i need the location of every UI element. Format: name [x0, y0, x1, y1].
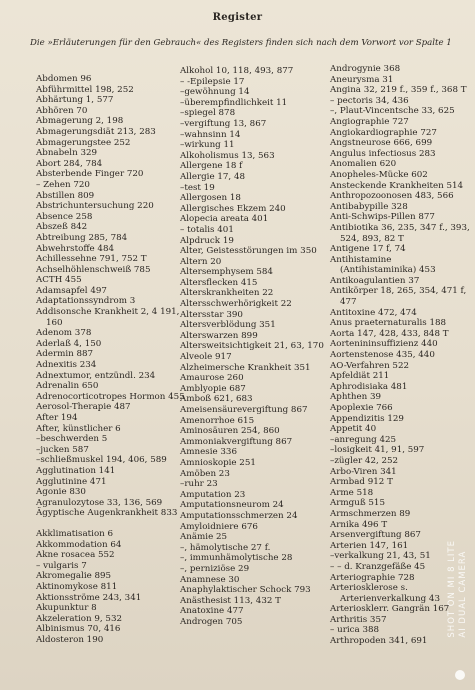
index-entry: Abhören 70	[36, 105, 88, 116]
index-entry: Abort 284, 784	[36, 158, 103, 169]
index-entry: Allergie 17, 48	[180, 171, 245, 182]
index-entry: Anaphylaktischer Schock 793	[180, 585, 311, 596]
index-entry: Adaptationssyndrom 3	[36, 296, 136, 307]
index-entry: Akne rosacea 552	[36, 550, 115, 561]
index-entry: Altersschwerhörigkeit 22	[180, 299, 292, 310]
index-entry: Arthritis 357	[330, 614, 387, 625]
index-entry: Aneurysma 31	[330, 74, 394, 85]
index-entry: –anregung 425	[330, 434, 397, 445]
index-entry: Aphrodisiaka 481	[330, 381, 408, 392]
camera-watermark	[447, 540, 469, 638]
index-entry: Adrenocorticotropes Hormon 455	[36, 391, 185, 402]
index-entry: – urica 388	[330, 625, 380, 636]
index-entry: Arthropoden 341, 691	[330, 636, 428, 647]
index-entry: Adenom 378	[36, 328, 92, 339]
index-entry: Aldosteron 190	[36, 634, 104, 645]
page-subtitle: Die »Erläuterungen für den Gebrauch« des Registers finden sich nach dem Vorwort vor Spalte 1	[30, 38, 452, 48]
index-entry: Androgynie 368	[330, 64, 401, 74]
index-entry: Agglutination 141	[36, 465, 116, 476]
index-entry: Akzeleration 9, 532	[36, 613, 122, 624]
index-entry: Abmagerungstee 252	[36, 137, 131, 148]
index-entry: Akkommodation 64	[36, 539, 122, 550]
index-entry: ACTH 455	[36, 275, 82, 286]
index-entry: Akupunktur 8	[36, 603, 97, 614]
index-entry: Amboß 621, 683	[180, 394, 253, 405]
index-entry: After 194	[36, 413, 78, 423]
index-entry: Agglutinine 471	[36, 476, 107, 487]
index-entry: Altersstar 390	[180, 309, 243, 320]
watermark-line-1: SHOT ON MI 8 LITE	[447, 540, 457, 638]
index-entry: Angulus infectiosus 283	[330, 148, 436, 159]
index-entry: After, künstlicher 6	[36, 423, 121, 434]
index-entry: Allergene 18 f	[180, 161, 243, 172]
index-entry: Arteriographie 728	[330, 572, 415, 583]
index-entry: Angina 32, 219 f., 359 f., 368 T	[330, 85, 467, 96]
index-entry: Antitoxine 472, 474	[330, 307, 417, 318]
index-entry: Altersflecken 415	[180, 277, 258, 288]
index-entry: Alzheimersche Krankheit 351	[180, 362, 311, 373]
index-entry: Amputationsneurom 24	[180, 500, 284, 511]
index-entry: Aktinomykose 811	[36, 581, 118, 592]
index-entry: Adnexitis 234	[36, 360, 97, 371]
index-entry: Antibiotika 36, 235, 347 f., 393, 524, 893, 82 T	[330, 222, 470, 244]
index-entry: Achillessehne 791, 752 T	[36, 254, 147, 265]
index-entry: Abszeß 842	[36, 222, 88, 233]
index-entry: – vulgaris 7	[36, 560, 87, 571]
index-entry: Ammoniakvergiftung 867	[180, 436, 293, 447]
index-entry: Abstrichuntersuchung 220	[36, 201, 154, 212]
index-entry: Alkohol 10, 118, 493, 877	[180, 66, 294, 76]
index-entry: Angiokardiographie 727	[330, 127, 437, 138]
index-entry: Altern 20	[180, 256, 222, 267]
index-entry: Arterien 147, 161	[330, 540, 409, 551]
index-entry: Antibabypille 328	[330, 201, 408, 212]
index-entry: Alpdruck 19	[180, 235, 234, 246]
index-entry: Anatoxine 477	[180, 606, 244, 617]
index-entry: Aorta 147, 428, 433, 848 T	[330, 328, 449, 339]
index-entry: Apfeldiät 211	[330, 371, 390, 382]
index-entry: Appendizitis 129	[330, 413, 404, 424]
index-entry: Ägyptische Augenkrankheit 833	[36, 508, 178, 519]
index-entry: –wirkung 11	[180, 140, 235, 151]
index-entry: –wahnsinn 14	[180, 129, 241, 140]
index-entry: –, perniziöse 29	[180, 563, 250, 574]
index-entry: Ameisensäurevergiftung 867	[180, 405, 308, 415]
index-entry: Altersverblödung 351	[180, 320, 276, 331]
index-entry: Amyloidniere 676	[180, 521, 258, 532]
index-entry: Angiographie 727	[330, 116, 409, 127]
index-entry: Alterskrankheiten 22	[180, 288, 274, 299]
index-entry: Amaurose 260	[180, 373, 244, 384]
index-entry: Anästhesist 113, 432 T	[180, 595, 281, 606]
index-entry: –jucken 587	[36, 444, 89, 455]
index-entry: –spiegel 878	[180, 108, 236, 119]
index-entry: Abtreibung 285, 784	[36, 232, 128, 243]
index-entry: Amputationsschmerzen 24	[180, 510, 298, 521]
index-entry: Altersemphysem 584	[180, 267, 273, 278]
index-entry: Antikörper 18, 265, 354, 471 f, 477	[330, 286, 467, 308]
index-entry: Arsenvergiftung 867	[330, 530, 421, 541]
page-title: Register	[212, 12, 263, 23]
index-entry: Adnextumor, entzündl. 234	[36, 370, 156, 381]
index-entry: Abhärtung 1, 577	[36, 95, 114, 106]
index-entry: Agranulozytose 33, 136, 569	[36, 497, 163, 508]
index-entry: Alopecia areata 401	[180, 214, 269, 225]
index-entry: – – d. Kranzgefäße 45	[330, 561, 426, 572]
index-entry: Allergosen 18	[180, 193, 241, 204]
index-entry: –schließmuskel 194, 406, 589	[36, 455, 167, 466]
index-entry: Amöben 23	[180, 468, 230, 479]
index-entry: Abmagerung 2, 198	[36, 116, 124, 127]
index-entry: Anopheles-Mücke 602	[330, 169, 428, 180]
index-entry: Anus praeternaturalis 188	[330, 318, 447, 329]
index-entry: –losigkeit 41, 91, 597	[330, 445, 425, 456]
index-entry: Abdomen 96	[36, 74, 92, 84]
index-entry: Anamnese 30	[180, 574, 240, 585]
index-entry: Allergisches Ekzem 240	[180, 203, 286, 214]
index-entry: Aderlaß 4, 150	[36, 338, 102, 349]
index-column-2	[180, 66, 330, 627]
index-entry: AO-Verfahren 522	[330, 360, 410, 371]
index-entry: Amblyopie 687	[180, 383, 246, 394]
index-entry: –überempfindlichkeit 11	[180, 97, 288, 108]
index-entry: –vergiftung 13, 867	[180, 118, 267, 129]
index-entry: –, immunhämolytische 28	[180, 553, 293, 564]
index-entry: Abführmittel 198, 252	[36, 84, 134, 95]
index-entry: –, hämolytische 27 f.	[180, 542, 271, 553]
index-column-1	[36, 74, 186, 645]
index-entry: Aortenininsuffizienz 440	[330, 339, 438, 350]
index-entry: Ansteckende Krankheiten 514	[330, 180, 464, 191]
index-entry: – totalis 401	[180, 224, 234, 235]
index-entry: Arnika 496 T	[330, 519, 388, 530]
index-entry: Aphthen 39	[330, 392, 382, 403]
index-entry: Apoplexie 766	[330, 403, 393, 413]
index-entry: Abstillen 809	[36, 190, 95, 201]
index-entry: Altersweitsichtigkeit 21, 63, 170	[180, 341, 324, 352]
index-entry: Aminosäuren 254, 860	[180, 426, 280, 437]
index-entry: Antigene 17 f, 74	[330, 244, 406, 255]
index-entry: Amputation 23	[180, 489, 246, 500]
index-entry: Achselhöhlenschweiß 785	[36, 264, 151, 275]
index-entry: Alkoholismus 13, 563	[180, 150, 275, 161]
index-entry: Arme 518	[330, 487, 374, 498]
index-entry: –gewöhnung 14	[180, 87, 250, 98]
index-entry: –test 19	[180, 182, 215, 193]
index-entry: Amnioskopie 251	[180, 457, 256, 468]
index-entry: Alveole 917	[180, 352, 232, 363]
index-entry: Abmagerungsdiät 213, 283	[36, 126, 156, 137]
index-entry: Abnabeln 329	[36, 148, 98, 159]
index-entry: Alter, Geistesstörungen im 350	[180, 246, 317, 257]
index-entry: Antihistamine (Antihistaminika) 453	[330, 254, 436, 276]
index-entry: Anti-Schwips-Pillen 877	[330, 212, 435, 223]
entry-gap	[36, 519, 186, 529]
index-entry: Adamsapfel 497	[36, 285, 107, 296]
index-entry: Aerosol-Therapie 487	[36, 402, 131, 413]
index-entry: Akklimatisation 6	[36, 528, 114, 539]
index-entry: – -Epilepsie 17	[180, 76, 245, 87]
index-entry: Appetit 40	[330, 424, 377, 435]
index-entry: Adermin 887	[36, 349, 94, 360]
index-entry: –zügler 42, 252	[330, 455, 399, 466]
index-entry: Albinismus 70, 416	[36, 624, 121, 635]
index-entry: Abwehrstoffe 484	[36, 243, 114, 254]
index-entry: Adrenalin 650	[36, 381, 99, 392]
index-entry: Arteriosklerose s. Arterienverkalkung 43	[330, 583, 440, 604]
index-entry: Anomalien 620	[330, 159, 397, 170]
index-entry: Alterswarzen 899	[180, 330, 258, 341]
index-entry: Armguß 515	[330, 498, 385, 509]
index-entry: Arteriosklerr. Gangrän 167	[330, 604, 450, 615]
index-entry: Anthropozoonosen 483, 566	[330, 191, 454, 202]
index-entry: –ruhr 23	[180, 479, 218, 490]
index-entry: Angstneurose 666, 699	[330, 138, 433, 149]
index-entry: Amenorrhoe 615	[180, 415, 255, 426]
index-entry: Armschmerzen 89	[330, 508, 411, 519]
index-entry: Arbo-Viren 341	[330, 466, 397, 477]
index-entry: –, Plaut-Vincentsche 33, 625	[330, 106, 455, 117]
index-entry: Androgen 705	[180, 616, 243, 627]
index-entry: Amnesie 336	[180, 447, 237, 458]
index-entry: –beschwerden 5	[36, 434, 108, 445]
index-entry: Absterbende Finger 720	[36, 169, 144, 180]
index-entry: Armbad 912 T	[330, 477, 393, 488]
index-entry: –verkalkung 21, 43, 51	[330, 551, 431, 562]
index-entry: Agonie 830	[36, 487, 86, 498]
index-entry: Akromegalie 895	[36, 571, 112, 582]
watermark-line-2: AI DUAL CAMERA	[458, 551, 468, 638]
index-entry: Addisonsche Krankheit 2, 4 191, 160	[36, 307, 180, 328]
index-entry: – Zehen 720	[36, 179, 90, 190]
index-entry: Aktionsströme 243, 341	[36, 592, 142, 603]
watermark-dot-icon	[455, 670, 465, 680]
index-entry: Aortenstenose 435, 440	[330, 350, 435, 361]
index-entry: Antikoagulantien 37	[330, 275, 420, 286]
index-entry: Absence 258	[36, 211, 93, 222]
index-entry: – pectoris 34, 436	[330, 95, 409, 106]
index-entry: Anämie 25	[180, 532, 228, 543]
